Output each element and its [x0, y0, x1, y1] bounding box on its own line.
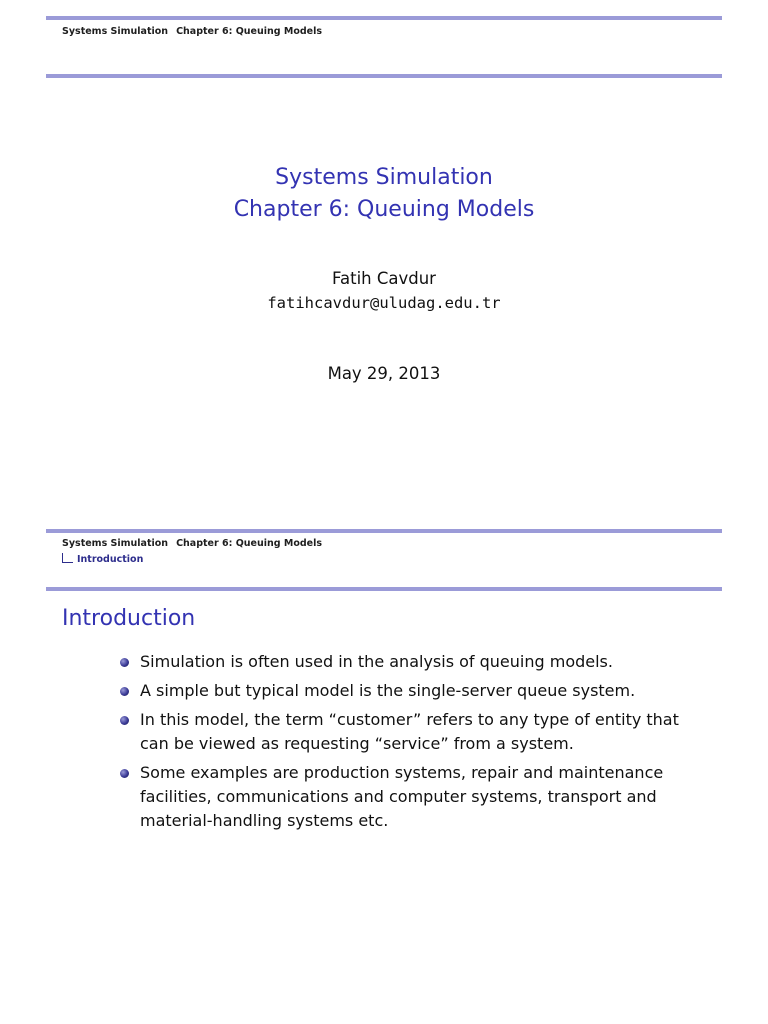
header-section-label: Introduction — [77, 554, 144, 565]
tree-branch-icon — [62, 553, 73, 563]
frame-title: Introduction — [62, 606, 196, 631]
author-name: Fatih Cavdur — [332, 269, 436, 288]
presentation-subtitle: Chapter 6: Queuing Models — [233, 197, 535, 222]
bullet-ball-icon — [120, 716, 129, 725]
bullet-ball-icon — [120, 687, 129, 696]
bullet-text: Some examples are production systems, repair and maintenance facilities, communications and computer systems, transport and material-handling systems etc. — [140, 763, 664, 830]
list-item — [120, 761, 680, 833]
header-bottom-rule — [46, 74, 722, 78]
list-item — [120, 679, 680, 703]
list-item — [120, 650, 680, 674]
presentation-title: Systems Simulation — [275, 165, 493, 190]
introduction-slide — [0, 512, 768, 1024]
bullet-text: In this model, the term “customer” refers to any type of entity that can be viewed as requesting “service” from a system. — [140, 710, 679, 753]
bullet-text: Simulation is often used in the analysis of queuing models. — [140, 652, 613, 671]
header-chapter: Chapter 6: Queuing Models — [176, 26, 323, 37]
bullet-text: A simple but typical model is the single-server queue system. — [140, 681, 636, 700]
author-email: fatihcavdur@uludag.edu.tr — [267, 294, 501, 312]
header-chapter: Chapter 6: Queuing Models — [176, 538, 323, 549]
list-item — [120, 708, 680, 756]
presentation-date: May 29, 2013 — [327, 364, 441, 383]
bullet-list — [120, 650, 680, 838]
bullet-ball-icon — [120, 658, 129, 667]
header-presentation-title: Systems Simulation — [62, 538, 169, 549]
header-top-rule — [46, 16, 722, 20]
slide-header — [62, 26, 322, 37]
slide-header — [62, 538, 322, 549]
header-section — [62, 554, 143, 565]
header-top-rule — [46, 529, 722, 533]
header-bottom-rule — [46, 587, 722, 591]
bullet-ball-icon — [120, 769, 129, 778]
header-presentation-title: Systems Simulation — [62, 26, 169, 37]
